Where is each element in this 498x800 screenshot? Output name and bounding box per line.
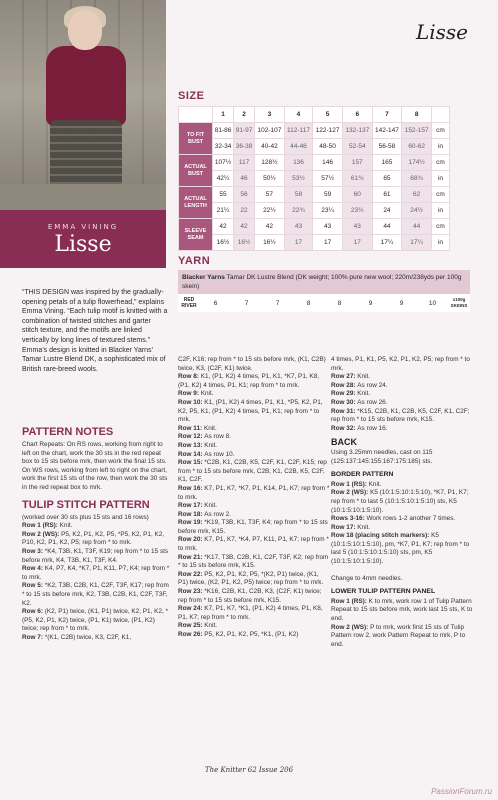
pattern-row [178,459,330,485]
size-cell: 24½ [402,203,432,219]
pattern-row-text: Knit. [59,522,73,530]
size-cell: 146 [313,155,343,171]
pattern-row-text: *C2B, K1, C2B, K5, C2F, K1, C2F, K15; rep from * to 15 sts before mrk, C2B, K1, C2B, K5, C2F, K1, C2F. [178,459,327,484]
size-cell: 60 [342,187,372,203]
pattern-row-text: *K4, T3B, K1, T3F, K19; rep from * to 15 sts before mrk, K4, T3B, K1, T3F, K4. [22,547,169,564]
size-row-label: ACTUAL BUST [179,155,213,187]
pattern-row [178,442,330,451]
pattern-row-label: Row 6: [22,608,45,616]
size-header: 5 [313,107,343,123]
pattern-row-text: Knit. [204,441,218,449]
pattern-notes-heading: PATTERN NOTES [22,426,114,438]
pattern-row-text: Knit. [357,373,371,381]
pattern-row [331,373,479,382]
pattern-row-label: Row 13: [178,441,205,449]
size-unit: cm [432,155,450,171]
pattern-row-text: K1, (P1, K2) 4 times, P1, K1, *K7, P1, K8, (P1, K2) 4 times, P1, K1; rep from * to mrk. [178,373,320,389]
pattern-row-label: Row 15: [178,459,205,467]
size-cell: 56-58 [372,139,402,155]
pattern-row-label: Row 14: [178,450,205,458]
pattern-row [331,399,479,408]
intro-column [22,288,168,374]
pattern-row [22,565,172,582]
watermark: PassionForum.ru [431,787,492,796]
size-cell: 91-97 [234,123,255,139]
size-cell: 44 [402,219,432,235]
pattern-row-label: Rows 3-16: [331,515,367,523]
size-cell: 112-117 [284,123,313,139]
size-cell: 42 [234,219,255,235]
pattern-row-label: Row 28: [331,381,358,389]
pattern-row-label: Row 19: [178,519,205,527]
size-cell: 43 [284,219,313,235]
pattern-row [178,571,330,588]
page-footer: The Knitter 62 Issue 206 [204,766,294,774]
pattern-row-text: *(K1, C2B) twice, K3, C2F, K1, [44,633,132,641]
size-cell: 174½ [402,155,432,171]
tulip-subtitle: (worked over 30 sts plus 15 sts and 16 rows) [22,513,149,521]
size-cell: 23½ [342,203,372,219]
design-title: Lisse [54,232,112,257]
pattern-row-label: Row 16: [178,484,205,492]
pattern-row-text: Knit. [200,390,214,398]
lower-tulip-heading: LOWER TULIP PATTERN PANEL [331,588,436,596]
size-cell: 59 [313,187,343,203]
yarn-description [178,270,470,294]
size-unit: in [432,235,450,251]
pattern-row-text: *K17, T3B, C2B, K1, C2F, T3F, K2; rep from * to 15 sts before mrk, K15. [178,553,329,570]
size-cell: 62 [402,187,432,203]
size-cell: 24 [372,203,402,219]
size-cell: 23¼ [313,203,343,219]
pattern-row [178,519,330,536]
yarn-amount: 8 [337,299,342,307]
pattern-row-label: Row 22: [178,570,205,578]
size-cell: 152-157 [402,123,432,139]
size-table-corner [179,107,213,123]
pattern-row-text: *K16, C2B, K1, C2B, K3, (C2F, K1) twice; rep from * to 15 sts before mrk, K15. [178,588,322,604]
pattern-row [178,399,330,425]
size-cell: 46 [234,171,255,187]
size-header-unit [432,107,450,123]
size-header: 7 [372,107,402,123]
yarn-brand: Blacker Yarns [182,274,225,281]
size-unit: in [432,203,450,219]
pattern-row-label: Row 9: [178,390,201,398]
column-3 [331,356,479,649]
pattern-row [331,489,479,515]
pattern-row-text: K7, P1, K7, *K7, P1, K14, P1, K7; rep from * to mrk. [178,484,330,501]
size-cell: 57½ [313,171,343,187]
size-cell: 17 [342,235,372,251]
yarn-amount: 9 [399,299,404,307]
size-cell: 17¼ [372,235,402,251]
pattern-row-text: (K2, P1) twice, (K1, P1) twice, K2, P1, K2, *(P5, K2, P1, K2) twice, (P1, K1) twice, (P1, K2) twice; rep from * to mrk. [22,608,168,633]
pattern-row-text: Knit. [357,390,371,398]
size-cell: 44 [372,219,402,235]
pattern-row [178,511,330,520]
size-cell: 36-38 [234,139,255,155]
pattern-row [331,425,479,434]
size-cell: 42¼ [213,171,234,187]
size-cell: 136 [284,155,313,171]
size-cell: 60-62 [402,139,432,155]
size-cell: 17 [284,235,313,251]
pattern-row-label: Row 26: [178,631,205,638]
pattern-row-label: Row 4: [22,565,45,573]
pattern-row-label: Row 21: [178,553,205,561]
size-cell: 107½ [213,155,234,171]
back-text: Using 3.25mm needles, cast on 115 (125:137:145:155:167:175:185) sts. [331,448,433,465]
pattern-row [178,425,330,434]
pattern-row [178,433,330,442]
size-cell: 44-46 [284,139,313,155]
pattern-row-text: Work rows 1-2 another 7 times. [366,515,456,523]
pattern-row-text: K7, P1, K7, *K4, P7, K11, P1, K7; rep from * to mrk. [178,536,329,553]
pattern-row-label: Row 3: [22,547,45,555]
pattern-row [178,554,330,571]
size-cell: 142-147 [372,123,402,139]
pattern-row-label: Row 2 (WS): [331,623,371,631]
pattern-row-text: *K2, T3B, C2B, K1, C2F, T3F, K17; rep from * to 15 sts before mrk, K2, T3B, C2B, K1, C2F, T3F, K2. [22,582,169,607]
size-cell: 61¾ [342,171,372,187]
page-title: Lisse [415,20,468,44]
pattern-row-label: Row 1 (RS): [22,522,60,530]
size-cell: 55 [213,187,234,203]
pattern-row [331,481,479,490]
pattern-row [22,548,172,565]
size-unit: cm [432,219,450,235]
yarn-heading: YARN [178,255,211,267]
pattern-row [331,408,479,425]
size-table [178,106,450,251]
pattern-row [331,515,479,524]
size-row-label: SLEEVE SEAM [179,219,213,251]
pattern-row-text: Knit. [204,622,218,630]
pattern-row-label: Row 31: [331,407,358,415]
pattern-row-label: Row 24: [178,605,205,613]
yarn-amount: 7 [275,299,280,307]
size-cell: 42 [213,219,234,235]
size-cell: 122-127 [313,123,343,139]
size-cell: 22½ [255,203,285,219]
pattern-row-text: P5, K2, P1, K2, P5, *K1, (P1, K2) [204,631,299,638]
size-cell: 128½ [255,155,285,171]
size-unit: in [432,139,450,155]
pattern-row-text: P5, K2, P1, K2, P5, *(K2, P1) twice, (K1, P1) twice, (K2, P1, K2, P5) twice; rep from * to mrk. [178,570,324,587]
pattern-row-label: Row 2 (WS): [22,530,62,538]
change-needles-text: Change to 4mm needles. [331,574,403,582]
size-cell: 50½ [255,171,285,187]
size-cell: 16½ [255,235,285,251]
size-cell: 22 [234,203,255,219]
size-cell: 132-137 [342,123,372,139]
pattern-row [22,582,172,608]
size-cell: 102-107 [255,123,285,139]
pattern-row [331,532,479,566]
pattern-row [178,373,330,390]
size-cell: 43 [342,219,372,235]
pattern-row [178,451,330,460]
pattern-row [331,524,479,533]
pattern-row [178,536,330,553]
size-cell: 117 [234,155,255,171]
yarn-details: Tamar DK Lustre Blend (DK weight; 100% pure new wool; 220m/238yds per 100g skein) [182,274,462,290]
pattern-row-text: P5, K2, P1, K2, P5, *P5, K2, P1, K2, P10, K2, P1, K2, P5; rep from * to mrk. [22,530,165,547]
pattern-row-label: Row 11: [178,424,204,432]
border-heading: BORDER PATTERN [331,471,394,479]
pattern-row-label: Row 5: [22,582,45,590]
pattern-row-text: As row 2. [204,510,231,518]
size-cell: 58 [284,187,313,203]
pattern-row-text: K to mrk, work row 1 of Tulip Pattern Repeat to 15 sts before mrk, work last 15 sts, K to end. [331,597,473,623]
size-unit: cm [432,123,450,139]
model-photo [0,0,166,210]
size-cell: 43 [313,219,343,235]
pattern-row [331,598,479,624]
size-cell: 157 [342,155,372,171]
pattern-row-text: Knit. [357,523,371,531]
size-header: 6 [342,107,372,123]
pattern-row-text: K4, P7, K4, *K7, P1, K11, P7, K4; rep from * to mrk. [22,565,170,581]
pattern-row [178,605,330,622]
pattern-row [178,588,330,605]
pattern-row [331,624,479,650]
yarn-amount: 6 [213,299,218,307]
size-cell: 22¾ [284,203,313,219]
pattern-row-label: Row 30: [331,398,358,406]
pattern-notes-text: Chart Repeats: On RS rows, working from right to left on the chart, work the 30 sts in the red repeat box to 15 sts before mrk, then work the final 15 sts. On WS rows, working from left to right on the chart, work the first 15 sts of the row, then work the 30 sts in the red repeat box to mrk. [22,441,168,491]
pattern-row-text: As row 8. [204,433,231,441]
back-heading: BACK [331,437,357,448]
size-cell: 40-42 [255,139,285,155]
size-cell: 65 [372,171,402,187]
pattern-row [178,622,330,631]
pattern-row-label: Row 7: [22,633,45,641]
pattern-row-text: Knit. [368,480,382,488]
size-cell: 68¾ [402,171,432,187]
pattern-row-text: K5 (10:1:5:10:1:5:10), *K7, P1, K7; rep from * to last 5 (10:1:5:10:1:5:10) sts, K5 (10:1:5:10:1:5:10). [331,489,469,514]
pattern-row-text: As row 10. [204,450,235,458]
pattern-row [331,390,479,399]
size-unit: cm [432,187,450,203]
designer-banner [0,210,166,268]
pattern-row-text: K7, P1, K7, *K1, (P1, K2) 4 times, P1, K8, P1, K7; rep from * to mrk. [178,605,323,621]
size-cell: 61 [372,187,402,203]
size-cell: 21¼ [213,203,234,219]
pattern-row [22,531,172,548]
pattern-row-text: C2F, K16; rep from * to 15 sts before mrk, (K1, C2B) twice, K3, (C2F, K1) twice. [178,356,326,372]
size-cell: 52-54 [342,139,372,155]
pattern-row-label: Row 1 (RS): [331,480,369,488]
pattern-row [178,356,330,373]
size-cell: 16½ [213,235,234,251]
pattern-row-text: As row 24. [357,381,388,389]
size-cell: 81-86 [213,123,234,139]
pattern-row-text: P to mrk, work first 15 sts of Tulip Pattern row 2, work Pattern Repeat to mrk, P to end. [331,623,466,648]
pattern-row-text: Knit. [203,424,217,432]
pattern-row [178,485,330,502]
size-cell: 57 [255,187,285,203]
pattern-row-label: Row 12: [178,433,205,441]
pattern-row-label: Row 20: [178,536,205,544]
yarn-amount: 8 [306,299,311,307]
pattern-row-label: Row 1 (RS): [331,597,369,605]
column-1 [22,420,172,642]
pattern-row-label: Row 25: [178,622,205,630]
pattern-row [22,608,172,634]
size-cell: 165 [372,155,402,171]
pattern-row-label: Row 18: [178,510,205,518]
pattern-row-text: K5 (10:1:5:10:1:5:10), pm, *K7, P1, K7; rep from * to last 5 (10:1:5:10:1:5:10) sts, pm, K5 (10:1:5:10:1:5:10). [331,532,470,566]
yarn-amounts-row [178,294,470,312]
pattern-row-label: Row 27: [331,373,358,381]
size-cell: 42 [255,219,285,235]
pattern-row-text: 4 times, P1, K1, P5, K2, P1, K2, P5; rep from * to mrk. [331,356,470,372]
pattern-row-label: Row 2 (WS): [331,489,371,497]
pattern-row-label: Row 17: [178,502,205,510]
yarn-amount: 9 [368,299,373,307]
pattern-row [331,356,479,373]
size-cell: 17¼ [402,235,432,251]
pattern-row-text: *K19, T3B, K1, T3F, K4; rep from * to 15 sts before mrk, K15. [178,519,328,535]
intro-text: “THIS DESIGN was inspired by the gradually-opening petals of a tulip flowerhead,” explains Emma Vining. “Each tulip motif is knitted with a combination of twisted stitches and garter stitch texture, and the motifs are linked vertically by long lines of textured stems.” Emma’s design is knitted in Blacker Yarns’ Tamar Lustre Blend DK, a sophisticated mix of British rare-breed wools. [22,289,168,373]
pattern-row-text: Knit. [204,502,218,510]
size-cell: 16½ [234,235,255,251]
pattern-row-label: Row 32: [331,424,358,432]
pattern-row-label: Row 8: [178,373,201,381]
size-row-label: ACTUAL LENGTH [179,187,213,219]
size-header: 3 [255,107,285,123]
model-figure [40,10,130,200]
pattern-row-label: Row 17: [331,523,358,531]
pattern-row-label: Row 18 (placing stitch markers): [331,532,432,540]
pattern-row-text: As row 26. [357,398,388,406]
size-header: 8 [402,107,432,123]
yarn-amount: 10 [428,299,437,307]
size-header: 1 [213,107,234,123]
designer-name: EMMA VINING [47,223,119,231]
pattern-row [178,631,330,640]
pattern-row-label: Row 23: [178,588,205,596]
pattern-row [178,390,330,399]
size-cell: 32-34 [213,139,234,155]
size-header: 4 [284,107,313,123]
pattern-row [22,634,172,643]
size-header: 2 [234,107,255,123]
size-heading: SIZE [178,90,205,102]
pattern-row-label: Row 29: [331,390,358,398]
pattern-row-text: *K15, C2B, K1, C2B, K5, C2F, K1, C2F; rep from * to 15 sts before mrk, K15. [331,407,470,424]
pattern-row [178,502,330,511]
yarn-colour-label: RED RIVER [181,297,197,309]
column-2 [178,356,330,640]
pattern-row [22,522,172,531]
yarn-unit-label: x100g SKEINS [450,297,468,308]
yarn-amount: 7 [244,299,249,307]
size-cell: 53½ [284,171,313,187]
size-cell: 56 [234,187,255,203]
pattern-row [331,382,479,391]
pattern-row-label: Row 10: [178,398,205,406]
size-cell: 48-50 [313,139,343,155]
pattern-row-text: As row 16. [357,424,388,432]
pattern-row-text: K1, (P1, K2) 4 times, P1, K1, *P5, K2, P1, K2, P5, K1, (P1, K2) 4 times, P1, K1; rep from * to mrk. [178,398,323,424]
tulip-heading: TULIP STITCH PATTERN [22,498,150,511]
size-row-label: TO FIT BUST [179,123,213,155]
size-cell: 17 [313,235,343,251]
size-unit: in [432,171,450,187]
